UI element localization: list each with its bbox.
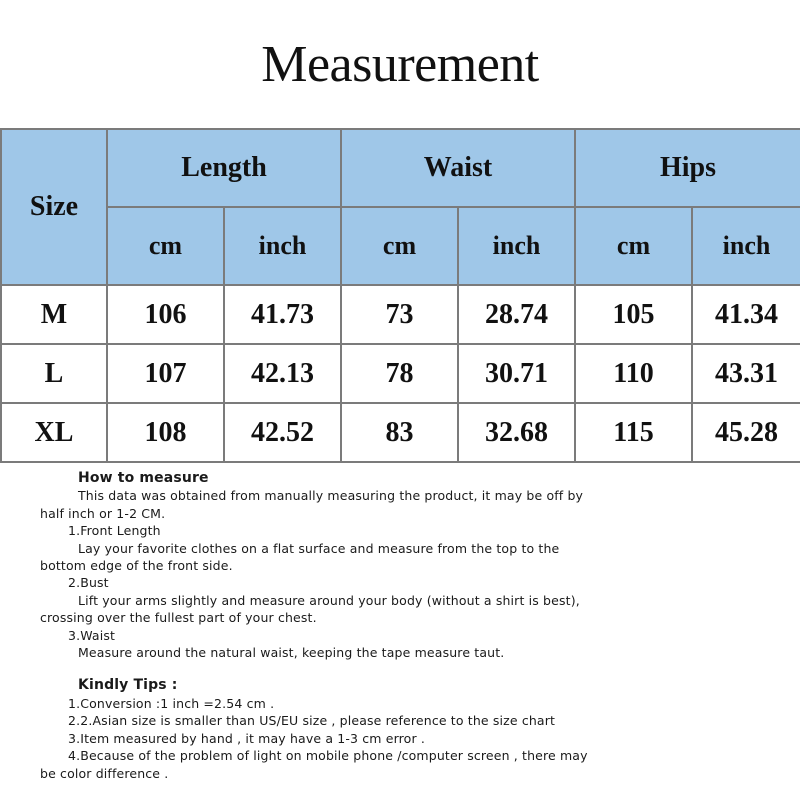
value-cell: 107 bbox=[107, 344, 224, 403]
value-cell: 41.73 bbox=[224, 285, 341, 344]
step-text: crossing over the fullest part of your chest. bbox=[40, 610, 317, 626]
value-cell: 45.28 bbox=[692, 403, 800, 462]
tip-text: 2.2.Asian size is smaller than US/EU size , please reference to the size chart bbox=[68, 713, 556, 729]
step-title: 1.Front Length bbox=[68, 523, 161, 539]
unit-header: inch bbox=[458, 207, 575, 285]
step-text: Lift your arms slightly and measure around your body (without a shirt is best), bbox=[78, 592, 580, 608]
table-header-row bbox=[1, 129, 800, 207]
value-cell: 42.13 bbox=[224, 344, 341, 403]
value-cell: 28.74 bbox=[458, 285, 575, 344]
size-chart-table bbox=[0, 128, 800, 463]
step-text: Measure around the natural waist, keeping the tape measure taut. bbox=[78, 645, 505, 661]
step-title: 2.Bust bbox=[68, 575, 109, 591]
value-cell: 78 bbox=[341, 344, 458, 403]
step-title: 3.Waist bbox=[68, 627, 116, 643]
value-cell: 110 bbox=[575, 344, 692, 403]
size-column-header: Size bbox=[1, 129, 107, 285]
value-cell: 42.52 bbox=[224, 403, 341, 462]
table-row bbox=[1, 344, 800, 403]
unit-header: cm bbox=[341, 207, 458, 285]
length-header: Length bbox=[107, 129, 341, 207]
value-cell: 83 bbox=[341, 403, 458, 462]
tip-text: 4.Because of the problem of light on mobile phone /computer screen , there may bbox=[68, 748, 588, 764]
unit-header: cm bbox=[107, 207, 224, 285]
intro-text: half inch or 1-2 CM. bbox=[40, 505, 166, 521]
value-cell: 106 bbox=[107, 285, 224, 344]
step-text: Lay your favorite clothes on a flat surface and measure from the top to the bbox=[78, 540, 560, 556]
how-to-heading: How to measure bbox=[78, 470, 209, 486]
unit-header: cm bbox=[575, 207, 692, 285]
table-row bbox=[1, 285, 800, 344]
value-cell: 30.71 bbox=[458, 344, 575, 403]
waist-header: Waist bbox=[341, 129, 575, 207]
tip-text: be color difference . bbox=[40, 765, 169, 781]
table-unit-row bbox=[1, 207, 800, 285]
unit-header: inch bbox=[224, 207, 341, 285]
intro-text: This data was obtained from manually measuring the product, it may be off by bbox=[78, 488, 584, 504]
size-cell: L bbox=[1, 344, 107, 403]
size-cell: XL bbox=[1, 403, 107, 462]
value-cell: 73 bbox=[341, 285, 458, 344]
unit-header: inch bbox=[692, 207, 800, 285]
tip-text: 3.Item measured by hand , it may have a 1-3 cm error . bbox=[68, 730, 425, 746]
value-cell: 41.34 bbox=[692, 285, 800, 344]
step-text: bottom edge of the front side. bbox=[40, 558, 233, 574]
value-cell: 32.68 bbox=[458, 403, 575, 462]
tips-heading: Kindly Tips : bbox=[78, 677, 178, 694]
hips-header: Hips bbox=[575, 129, 800, 207]
page-title: Measurement bbox=[261, 35, 539, 93]
value-cell: 43.31 bbox=[692, 344, 800, 403]
tip-text: 1.Conversion :1 inch =2.54 cm . bbox=[68, 695, 275, 711]
value-cell: 105 bbox=[575, 285, 692, 344]
value-cell: 108 bbox=[107, 403, 224, 462]
value-cell: 115 bbox=[575, 403, 692, 462]
table-row bbox=[1, 403, 800, 462]
measure-notes bbox=[40, 470, 780, 782]
size-cell: M bbox=[1, 285, 107, 344]
